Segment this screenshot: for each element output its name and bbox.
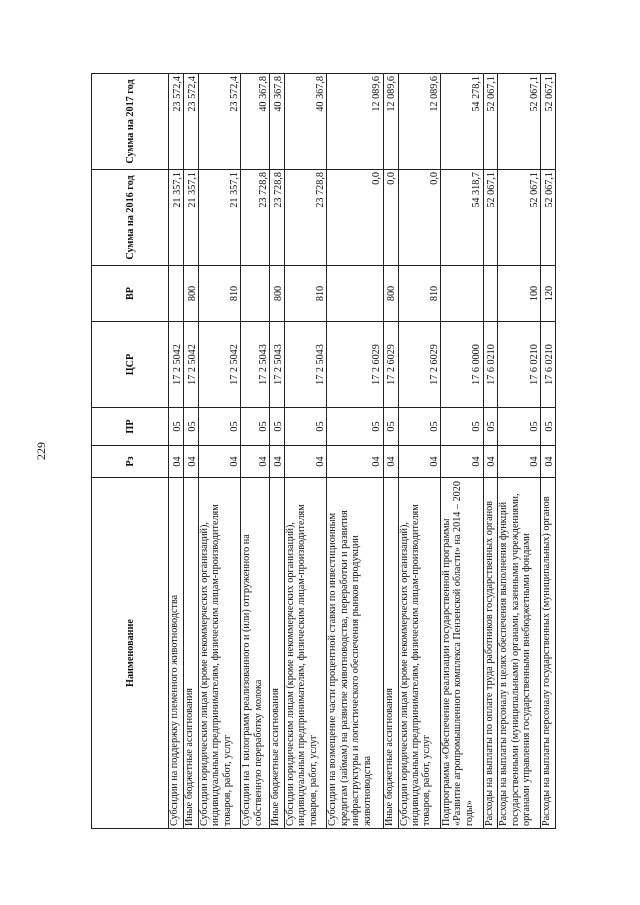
- table-row: [270, 74, 285, 829]
- table-row: [169, 74, 184, 829]
- row-csr: 17 2 6029: [398, 322, 440, 408]
- table-row: [441, 74, 483, 829]
- row-name: Субсидии на поддержку племенного животноводства: [169, 478, 184, 829]
- row-csr: 17 6 0000: [441, 322, 483, 408]
- row-pr: 05: [398, 408, 440, 446]
- page-number: 229: [34, 442, 48, 460]
- row-csr: 17 2 5043: [241, 322, 270, 408]
- row-sum-2017: 40 367,8: [285, 74, 327, 170]
- row-name: Субсидии на возмещение части процентной ставки по инвестиционным кредитам (займам) на развитие животноводства, переработки и развития инфраструктуры и логистического обеспечения рынков продукции животноводства: [327, 478, 383, 829]
- row-rz: 04: [270, 446, 285, 478]
- table-row: [183, 74, 198, 829]
- row-vr: 800: [183, 266, 198, 322]
- row-sum-2017: 40 367,8: [270, 74, 285, 170]
- row-name: Иные бюджетные ассигнования: [270, 478, 285, 829]
- table-row: [241, 74, 270, 829]
- table-row: [540, 74, 555, 829]
- row-pr: 05: [483, 408, 498, 446]
- row-sum-2017: 23 572,4: [169, 74, 184, 170]
- row-vr: [483, 266, 498, 322]
- row-rz: 04: [540, 446, 555, 478]
- row-vr: 810: [198, 266, 240, 322]
- row-sum-2016: 21 357,1: [169, 170, 184, 266]
- row-rz: 04: [441, 446, 483, 478]
- row-sum-2017: 54 278,1: [441, 74, 483, 170]
- row-sum-2016: 23 728,8: [270, 170, 285, 266]
- row-pr: 05: [327, 408, 383, 446]
- row-rz: 04: [169, 446, 184, 478]
- table-row: [383, 74, 398, 829]
- row-rz: 04: [241, 446, 270, 478]
- row-sum-2017: 40 367,8: [241, 74, 270, 170]
- header-sum-2017: Сумма на 2017 год: [92, 74, 169, 170]
- row-pr: 05: [270, 408, 285, 446]
- row-csr: 17 2 5043: [270, 322, 285, 408]
- row-pr: 05: [498, 408, 540, 446]
- row-sum-2017: 52 067,1: [483, 74, 498, 170]
- row-sum-2017: 23 572,4: [183, 74, 198, 170]
- row-sum-2017: 12 089,6: [327, 74, 383, 170]
- row-vr: [241, 266, 270, 322]
- row-pr: 05: [540, 408, 555, 446]
- row-name: Расходы на выплаты персоналу государственных (муниципальных) органов: [540, 478, 555, 829]
- row-sum-2016: 0,0: [398, 170, 440, 266]
- row-sum-2017: 12 089,6: [383, 74, 398, 170]
- row-sum-2016: 23 728,8: [285, 170, 327, 266]
- header-pr: ПР: [92, 408, 169, 446]
- row-sum-2017: 23 572,4: [198, 74, 240, 170]
- row-name: Подпрограмма «Обеспечение реализации государственной программы «Развитие агропромышленного комплекса Пензенской области» на 2014 – 2020 годы»: [441, 478, 483, 829]
- row-vr: 100: [498, 266, 540, 322]
- row-pr: 05: [183, 408, 198, 446]
- row-pr: 05: [241, 408, 270, 446]
- row-name: Расходы на выплаты персоналу в целях обеспечения выполнения функций государственными (муниципальными) органами, казенными учреждениями, органами управления государственными внебюджетными фондами: [498, 478, 540, 829]
- row-csr: 17 2 5042: [169, 322, 184, 408]
- row-pr: 05: [198, 408, 240, 446]
- row-vr: [327, 266, 383, 322]
- row-vr: [169, 266, 184, 322]
- row-csr: 17 2 5042: [198, 322, 240, 408]
- table-row: [198, 74, 240, 829]
- table-wrapper: [91, 74, 556, 829]
- row-rz: 04: [498, 446, 540, 478]
- row-sum-2016: 0,0: [383, 170, 398, 266]
- row-csr: 17 6 0210: [483, 322, 498, 408]
- row-sum-2017: 12 089,6: [398, 74, 440, 170]
- row-name: Иные бюджетные ассигнования: [183, 478, 198, 829]
- row-sum-2016: 52 067,1: [483, 170, 498, 266]
- row-vr: 800: [270, 266, 285, 322]
- row-csr: 17 2 5043: [285, 322, 327, 408]
- row-vr: 800: [383, 266, 398, 322]
- table-row: [483, 74, 498, 829]
- row-rz: 04: [483, 446, 498, 478]
- row-sum-2016: 23 728,8: [241, 170, 270, 266]
- row-name: Иные бюджетные ассигнования: [383, 478, 398, 829]
- table-row: [498, 74, 540, 829]
- header-rz: Рз: [92, 446, 169, 478]
- row-sum-2016: 0,0: [327, 170, 383, 266]
- row-rz: 04: [398, 446, 440, 478]
- budget-table: [91, 73, 556, 829]
- row-pr: 05: [169, 408, 184, 446]
- row-sum-2016: 21 357,1: [198, 170, 240, 266]
- row-pr: 05: [285, 408, 327, 446]
- row-csr: 17 2 6029: [383, 322, 398, 408]
- row-rz: 04: [383, 446, 398, 478]
- table-header-row: [92, 74, 169, 829]
- row-rz: 04: [198, 446, 240, 478]
- row-vr: 810: [398, 266, 440, 322]
- row-name: Субсидии юридическим лицам (кроме некоммерческих организаций), индивидуальным предпринимателям, физическим лицам-производителям товаров, работ, услуг: [398, 478, 440, 829]
- row-sum-2016: 54 318,7: [441, 170, 483, 266]
- row-csr: 17 2 6029: [327, 322, 383, 408]
- header-sum-2016: Сумма на 2016 год: [92, 170, 169, 266]
- row-rz: 04: [327, 446, 383, 478]
- row-rz: 04: [183, 446, 198, 478]
- row-vr: 120: [540, 266, 555, 322]
- row-name: Субсидии юридическим лицам (кроме некоммерческих организаций), индивидуальным предпринимателям, физическим лицам-производителям товаров, работ, услуг: [285, 478, 327, 829]
- row-name: Субсидии на 1 килограмм реализованного и (или) отгруженного на собственную переработку молока: [241, 478, 270, 829]
- header-vr: ВР: [92, 266, 169, 322]
- row-csr: 17 2 5042: [183, 322, 198, 408]
- row-sum-2017: 52 067,1: [498, 74, 540, 170]
- row-pr: 05: [383, 408, 398, 446]
- header-csr: ЦСР: [92, 322, 169, 408]
- header-name: Наименование: [92, 478, 169, 829]
- table-row: [398, 74, 440, 829]
- row-sum-2017: 52 067,1: [540, 74, 555, 170]
- row-sum-2016: 52 067,1: [540, 170, 555, 266]
- table-row: [285, 74, 327, 829]
- row-name: Расходы на выплаты по оплате труда работников государственных органов: [483, 478, 498, 829]
- row-vr: 810: [285, 266, 327, 322]
- row-csr: 17 6 0210: [498, 322, 540, 408]
- row-pr: 05: [441, 408, 483, 446]
- row-csr: 17 6 0210: [540, 322, 555, 408]
- row-name: Субсидии юридическим лицам (кроме некоммерческих организаций), индивидуальным предпринимателям, физическим лицам-производителям товаров, работ, услуг: [198, 478, 240, 829]
- table-row: [327, 74, 383, 829]
- row-sum-2016: 52 067,1: [498, 170, 540, 266]
- row-vr: [441, 266, 483, 322]
- row-sum-2016: 21 357,1: [183, 170, 198, 266]
- row-rz: 04: [285, 446, 327, 478]
